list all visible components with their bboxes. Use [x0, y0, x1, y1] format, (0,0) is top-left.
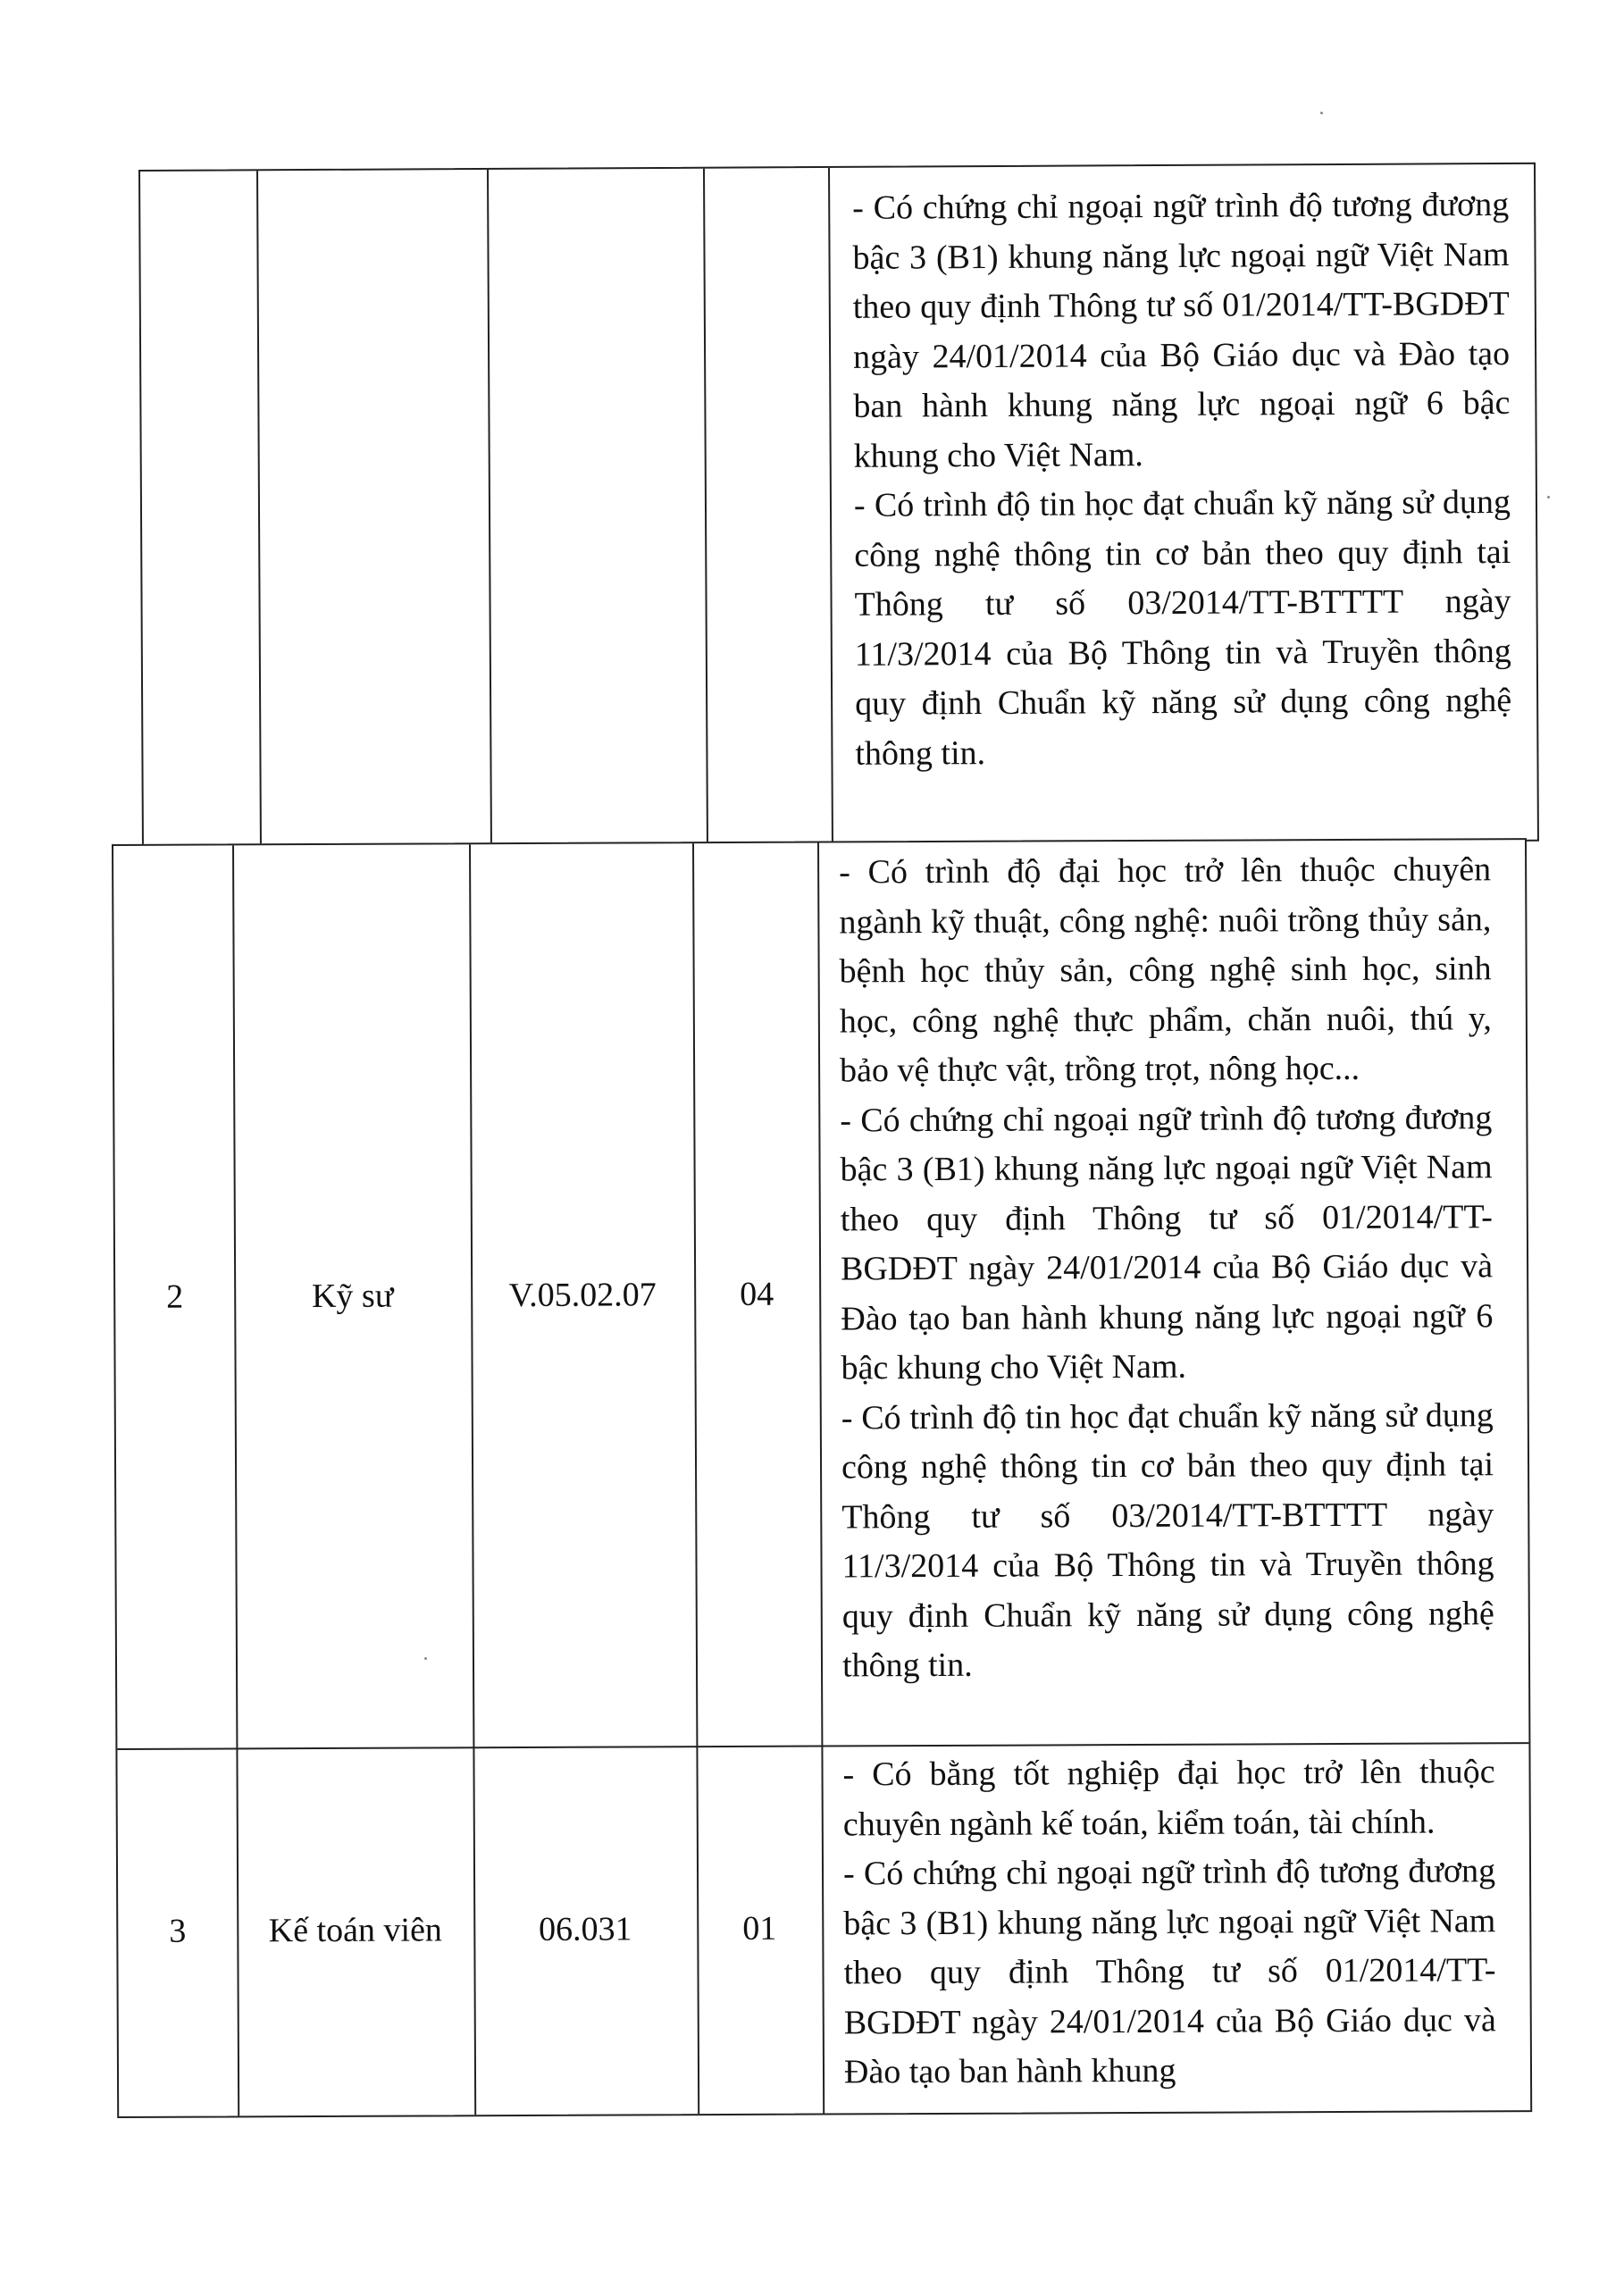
- requirements-cell-row-1: [852, 180, 1511, 779]
- col-count: [703, 168, 833, 844]
- requirement-paragraph: - Có chứng chỉ ngoại ngữ trình độ tương đương bậc 3 (B1) khung năng lực ngoại ngữ Việt Nam theo quy định Thông tư số 01/2014/TT-BGDĐT ngày 24/01/2014 của Bộ Giáo dục và Đào tạo ban hành khung năng lực ngoại ngữ 6 bậc khung cho Việt Nam.: [840, 1098, 1494, 1387]
- row-3-code: 06.031: [538, 1910, 632, 1948]
- row-3-title: Kế toán viên: [268, 1911, 442, 1950]
- requirement-paragraph: - Có chứng chỉ ngoại ngữ trình độ tương đương bậc 3 (B1) khung năng lực ngoại ngữ Việt Nam theo quy định Thông tư số 01/2014/TT-BGDĐT ngày 24/01/2014 của Bộ Giáo dục và Đào tạo ban hành khung năng lực ngoại ngữ 6 bậc khung cho Việt Nam.: [852, 185, 1511, 475]
- col-code: [487, 169, 708, 845]
- requirements-cell-row-3: [842, 1747, 1496, 2098]
- row-2-stt: 2: [166, 1278, 184, 1316]
- scan-speck: [424, 1657, 427, 1660]
- col-title: [256, 170, 492, 846]
- scan-speck: [1547, 496, 1550, 498]
- col-stt: [140, 171, 262, 847]
- row-2-count: 04: [740, 1275, 774, 1313]
- table-rows-2-3: [112, 838, 1532, 2118]
- row-3-count: 01: [742, 1909, 777, 1948]
- row-2-code: V.05.02.07: [508, 1276, 657, 1315]
- row-3-stt: 3: [169, 1912, 187, 1950]
- requirement-paragraph: - Có trình độ đại học trở lên thuộc chuyên ngành kỹ thuật, công nghệ: nuôi trồng thủy sản, bệnh học thủy sản, công nghệ sinh học, sinh học, công nghệ thực phẩm, chăn nuôi, thú y, bảo vệ thực vật, trồng trọt, nông học...: [839, 850, 1492, 1090]
- table-continuation-row-1: [138, 163, 1539, 849]
- requirement-paragraph: - Có trình độ tin học đạt chuẩn kỹ năng sử dụng công nghệ thông tin cơ bản theo quy định tại Thông tư số 03/2014/TT-BTTTT ngày 11/3/2014 của Bộ Thông tin và Truyền thông quy định Chuẩn kỹ năng sử dụng công nghệ thông tin.: [841, 1395, 1494, 1685]
- requirement-paragraph: - Có bằng tốt nghiệp đại học trở lên thuộc chuyên ngành kế toán, kiểm toán, tài chính.: [842, 1753, 1495, 1843]
- row-2-title: Kỹ sư: [311, 1277, 394, 1316]
- scan-speck: [1320, 112, 1323, 114]
- requirement-paragraph: - Có chứng chỉ ngoại ngữ trình độ tương đương bậc 3 (B1) khung năng lực ngoại ngữ Việt Nam theo quy định Thông tư số 01/2014/TT-BGDĐT ngày 24/01/2014 của Bộ Giáo dục và Đào tạo ban hành khung: [842, 1852, 1496, 2091]
- requirements-cell-row-2: [839, 845, 1494, 1691]
- requirement-paragraph: - Có trình độ tin học đạt chuẩn kỹ năng sử dụng công nghệ thông tin cơ bản theo quy định tại Thông tư số 03/2014/TT-BTTTT ngày 11/3/2014 của Bộ Thông tin và Truyền thông quy định Chuẩn kỹ năng sử dụng công nghệ thông tin.: [853, 482, 1512, 773]
